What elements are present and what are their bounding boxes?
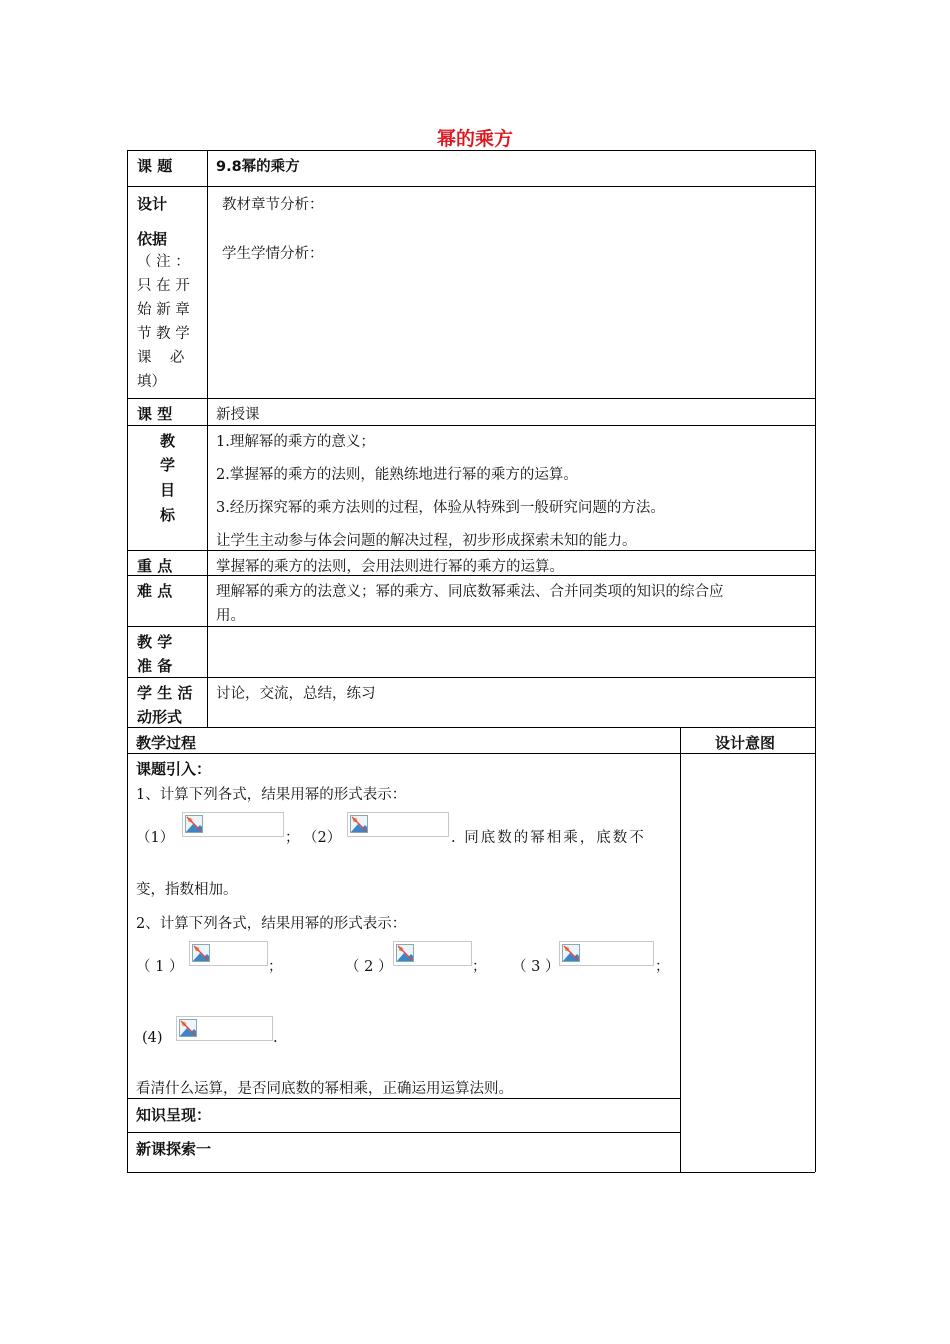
formula-image bbox=[347, 812, 449, 837]
q2-item-4-label: (4) bbox=[142, 1030, 163, 1046]
row-divider bbox=[127, 550, 815, 551]
process-header: 教学过程 bbox=[136, 734, 197, 752]
separator: ； bbox=[655, 959, 670, 975]
separator: ； bbox=[268, 959, 283, 975]
label-column-divider bbox=[207, 150, 208, 727]
q1-item-1-label: （1） bbox=[136, 830, 175, 846]
q2-item-1-label: （ 1 ） bbox=[136, 959, 184, 975]
textbook-analysis-label: 教材章节分析： bbox=[222, 197, 324, 213]
preparation-label-2: 准 备 bbox=[137, 657, 173, 675]
goal-label-char: 教 bbox=[160, 432, 176, 450]
preparation-label-1: 教 学 bbox=[137, 633, 173, 651]
broken-image-icon bbox=[179, 1019, 197, 1037]
basis-note bbox=[137, 250, 201, 394]
row-divider bbox=[127, 1098, 680, 1099]
basis-note-line: 课 必 bbox=[137, 350, 185, 366]
row-divider bbox=[127, 626, 815, 627]
intro-title: 课题引入： bbox=[136, 760, 212, 778]
activity-label-1: 学 生 活 bbox=[137, 684, 193, 702]
broken-image-icon bbox=[396, 944, 414, 962]
broken-image-icon bbox=[562, 944, 580, 962]
goal-label-char: 学 bbox=[160, 456, 176, 474]
topic-value: 9.8幂的乘方 bbox=[216, 159, 300, 175]
formula-image bbox=[559, 941, 654, 966]
goal-item: 2.掌握幂的乘方的法则，能熟练地进行幂的乘方的运算。 bbox=[216, 467, 578, 483]
table-border-top bbox=[127, 150, 815, 151]
row-divider bbox=[127, 677, 815, 678]
goal-item: 3.经历探究幂的乘方法则的过程，体验从特殊到一般研究问题的方法。 bbox=[216, 500, 665, 516]
activity-label-2: 动形式 bbox=[137, 708, 183, 726]
key-point-label: 重 点 bbox=[137, 557, 173, 575]
basis-note-line: 节 教 学 bbox=[137, 326, 190, 342]
topic-label: 课 题 bbox=[137, 157, 173, 175]
lesson-type-value: 新授课 bbox=[216, 407, 260, 423]
broken-image-icon bbox=[185, 815, 203, 833]
separator: ； bbox=[285, 830, 300, 846]
difficulty-value-cont: 用。 bbox=[216, 608, 245, 624]
broken-image-icon bbox=[350, 815, 368, 833]
basis-note-line: 只 在 开 bbox=[137, 278, 190, 294]
basis-note-line: 填） bbox=[137, 374, 166, 390]
new-lesson-heading: 新课探索一 bbox=[136, 1140, 212, 1158]
question-1: 1、计算下列各式，结果用幂的形式表示： bbox=[136, 787, 407, 803]
row-divider bbox=[127, 727, 815, 728]
key-point-value: 掌握幂的乘方的法则，会用法则进行幂的乘方的运算。 bbox=[216, 559, 564, 575]
row-divider bbox=[127, 1132, 680, 1133]
formula-image bbox=[189, 941, 268, 966]
q2-item-2-label: （ 2 ） bbox=[345, 959, 393, 975]
basis-note-line: 始 新 章 bbox=[137, 302, 190, 318]
summary-note: 看清什么运算，是否同底数的幂相乘，正确运用运算法则。 bbox=[136, 1081, 513, 1097]
row-divider bbox=[127, 425, 815, 426]
q1-item-2-label: （2） bbox=[303, 830, 342, 846]
lesson-type-label: 课 型 bbox=[137, 405, 173, 423]
q2-item-3-label: （ 3 ） bbox=[512, 959, 560, 975]
goal-item: 让学生主动参与体会问题的解决过程，初步形成探索未知的能力。 bbox=[216, 533, 637, 549]
row-divider bbox=[127, 753, 815, 754]
q1-conclusion-cont: 变，指数相加。 bbox=[136, 882, 238, 898]
basis-note-line: （ 注 ： bbox=[137, 254, 190, 270]
row-divider bbox=[127, 186, 815, 187]
separator: ； bbox=[472, 959, 487, 975]
table-border-left bbox=[127, 150, 128, 1172]
separator: . bbox=[273, 1030, 278, 1046]
document-title: 幂的乘方 bbox=[436, 128, 513, 150]
formula-image bbox=[393, 941, 472, 966]
basis-label-1: 设计 bbox=[137, 195, 168, 213]
table-border-right bbox=[815, 150, 816, 1172]
goal-label-char: 目 bbox=[160, 481, 176, 499]
knowledge-heading: 知识呈现： bbox=[136, 1106, 212, 1124]
design-intent-header: 设计意图 bbox=[715, 734, 776, 752]
basis-label-2: 依据 bbox=[137, 230, 168, 248]
goal-item: 1.理解幂的乘方的意义； bbox=[216, 434, 375, 450]
q1-conclusion: . 同底数的幂相乘，底数不 bbox=[451, 830, 646, 846]
broken-image-icon bbox=[192, 944, 210, 962]
formula-image bbox=[176, 1016, 273, 1041]
question-2: 2、计算下列各式，结果用幂的形式表示： bbox=[136, 916, 407, 932]
row-divider bbox=[127, 398, 815, 399]
student-analysis-label: 学生学情分析： bbox=[222, 246, 324, 262]
process-column-divider bbox=[680, 727, 681, 1172]
formula-image bbox=[182, 812, 284, 837]
difficulty-label: 难 点 bbox=[137, 582, 173, 600]
goal-label-char: 标 bbox=[160, 506, 176, 524]
activity-value: 讨论，交流，总结，练习 bbox=[216, 686, 376, 702]
table-border-bottom bbox=[127, 1172, 815, 1173]
difficulty-value: 理解幂的乘方的法意义；幂的乘方、同底数幂乘法、合并同类项的知识的综合应 bbox=[216, 584, 724, 600]
